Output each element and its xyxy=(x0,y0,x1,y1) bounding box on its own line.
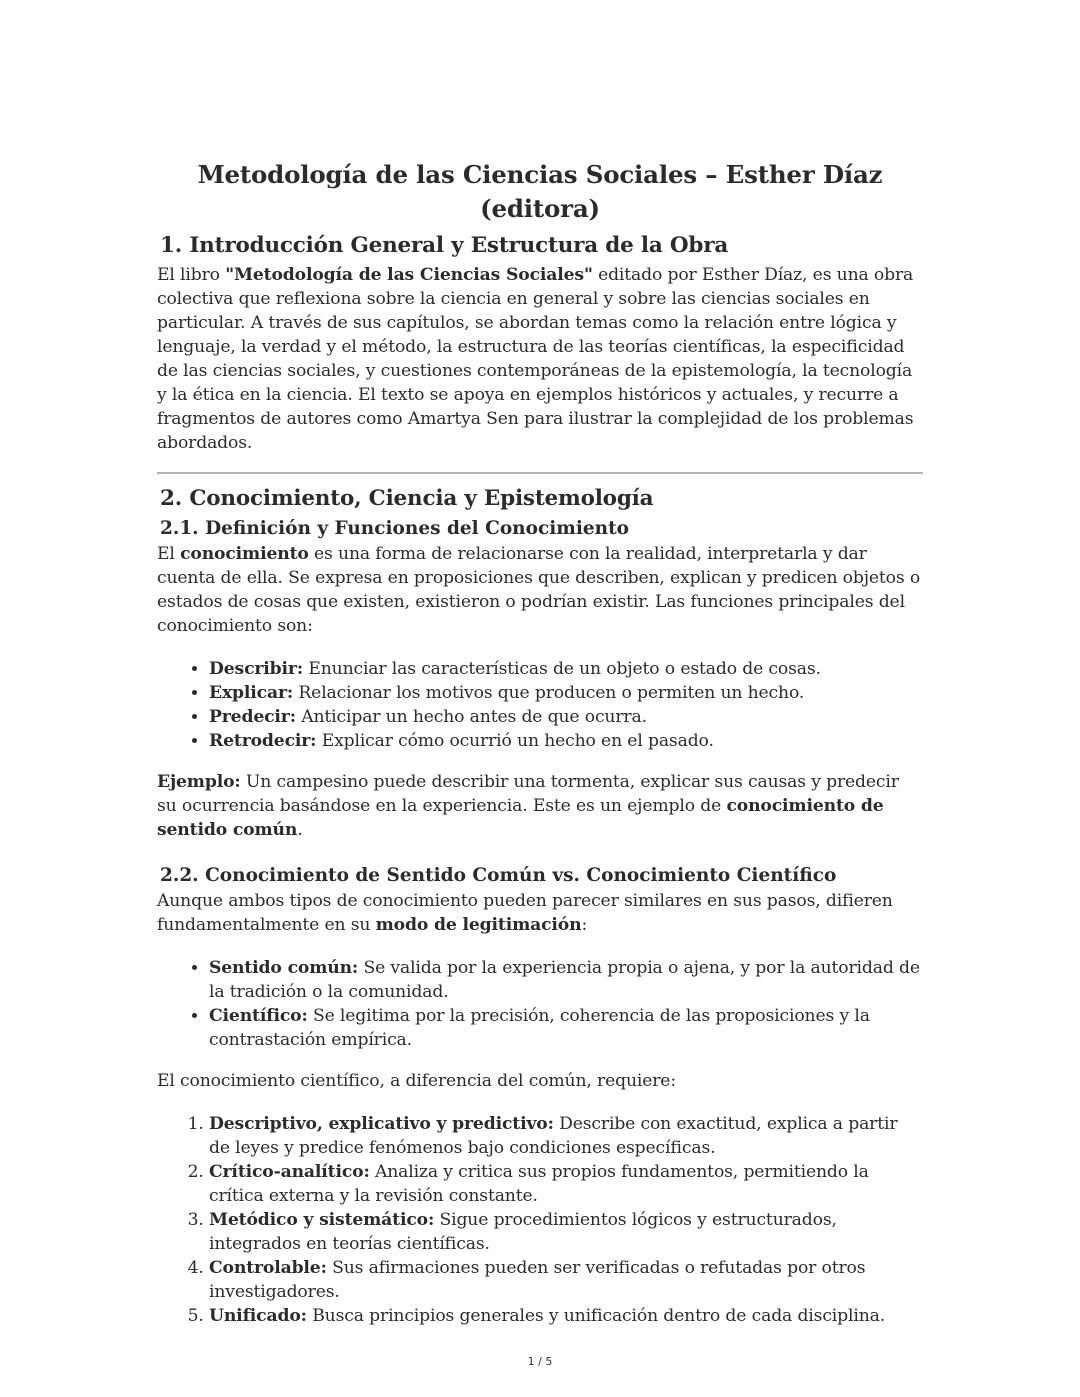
section-2-1-heading: 2.1. Definición y Funciones del Conocimiento xyxy=(160,518,629,539)
section-1-heading: 1. Introducción General y Estructura de la Obra xyxy=(160,233,729,258)
requirements-intro: El conocimiento científico, a diferencia del común, requiere: xyxy=(157,1071,676,1091)
example-paragraph: Ejemplo: Un campesino puede describir una tormenta, explicar sus causas y predecir su ocurrencia basándose en la experiencia. Este es un ejemplo de conocimiento de sentido común. xyxy=(157,772,899,840)
legitimation-list xyxy=(157,956,923,1052)
list-item: 4. Controlable: Sus afirmaciones pueden ser verificadas o refutadas por otros investigadores. xyxy=(209,1256,923,1304)
section-divider xyxy=(157,472,923,474)
section-2-heading: 2. Conocimiento, Ciencia y Epistemología xyxy=(160,486,654,511)
list-item: • Sentido común: Se valida por la experiencia propia o ajena, y por la autoridad de la tradición o la comunidad. xyxy=(209,956,923,1004)
list-item: 3. Metódico y sistemático: Sigue procedimientos lógicos y estructurados, integrados en teorías científicas. xyxy=(209,1208,923,1256)
section-1-paragraph: El libro "Metodología de las Ciencias Sociales" editado por Esther Díaz, es una obra colectiva que reflexiona sobre la ciencia en general y sobre las ciencias sociales en particular. A través de sus capítulos, se abordan temas como la relación entre lógica y lenguaje, la verdad y el método, la estructura de las teorías científicas, la especificidad de las ciencias sociales, y cuestiones contemporáneas de la epistemología, la tecnología y la ética en la ciencia. El texto se apoya en ejemplos históricos y actuales, y recurre a fragmentos de autores como Amartya Sen para ilustrar la complejidad de los problemas abordados. xyxy=(157,265,914,453)
list-item: • Predecir: Anticipar un hecho antes de que ocurra. xyxy=(209,705,923,729)
document-page xyxy=(157,158,923,1328)
functions-list xyxy=(157,657,923,753)
list-item: 2. Crítico-analítico: Analiza y critica sus propios fundamentos, permitiendo la crítica externa y la revisión constante. xyxy=(209,1160,923,1208)
list-item: 5. Unificado: Busca principios generales y unificación dentro de cada disciplina. xyxy=(209,1304,923,1328)
document-title: Metodología de las Ciencias Sociales – Esther Díaz (editora) xyxy=(197,160,883,223)
section-2-2-paragraph: Aunque ambos tipos de conocimiento pueden parecer similares en sus pasos, difieren fundamentalmente en su modo de legitimación: xyxy=(157,891,893,935)
list-item: 1. Descriptivo, explicativo y predictivo: Describe con exactitud, explica a partir de leyes y predice fenómenos bajo condiciones específicas. xyxy=(209,1112,923,1160)
section-2-2-heading: 2.2. Conocimiento de Sentido Común vs. Conocimiento Científico xyxy=(160,865,837,886)
section-2-1-paragraph: El conocimiento es una forma de relacionarse con la realidad, interpretarla y dar cuenta de ella. Se expresa en proposiciones que describen, explican y predicen objetos o estados de cosas que existen, existieron o podrían existir. Las funciones principales del conocimiento son: xyxy=(157,544,921,636)
page-number: 1 / 5 xyxy=(527,1355,553,1368)
requirements-list xyxy=(157,1112,923,1328)
list-item: • Explicar: Relacionar los motivos que producen o permiten un hecho. xyxy=(209,681,923,705)
list-item: • Científico: Se legitima por la precisión, coherencia de las proposiciones y la contrastación empírica. xyxy=(209,1004,923,1052)
list-item: • Retrodecir: Explicar cómo ocurrió un hecho en el pasado. xyxy=(209,729,923,753)
list-item: • Describir: Enunciar las características de un objeto o estado de cosas. xyxy=(209,657,923,681)
